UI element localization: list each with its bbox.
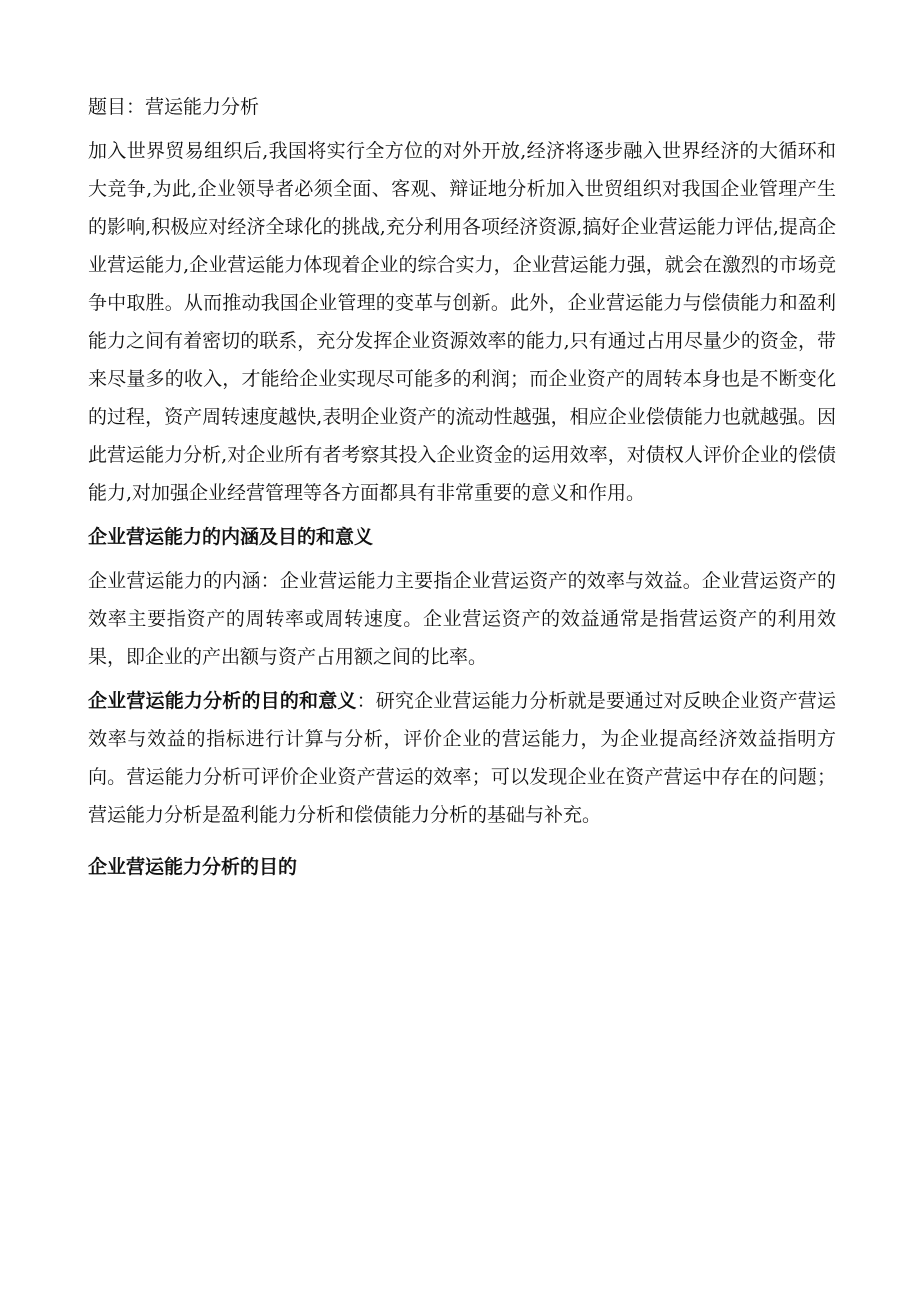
purpose-body: ：研究企业营运能力分析就是要通过对反映企业资产营运效率与效益的指标进行计算与分析，评价企业的营运能力，为企业提高经济效益指明方向。营运能力分析可评价企业资产营运的效率；可以发现企业在资产营运中存在的问题；营运能力分析是盈利能力分析和偿债能力分析的基础与补充。 [88, 690, 836, 826]
section-heading: 企业营运能力的内涵及目的和意义 [88, 526, 374, 548]
connotation-paragraph: 企业营运能力的内涵：企业营运能力主要指企业营运资产的效率与效益。企业营运资产的效率主要指资产的周转率或周转速度。企业营运资产的效益通常是指营运资产的利用效果，即企业的产出额与资产占用额之间的比率。 [88, 570, 836, 668]
document-title: 题目：营运能力分析 [88, 96, 260, 118]
intro-paragraph: 加入世界贸易组织后,我国将实行全方位的对外开放,经济将逐步融入世界经济的大循环和大竞争,为此,企业领导者必须全面、客观、辩证地分析加入世贸组织对我国企业管理产生的影响,积极应对经济全球化的挑战,充分利用各项经济资源,搞好企业营运能力评估,提高企业营运能力,企业营运能力体现着企业的综合实力，企业营运能力强，就会在激烈的市场竞争中取胜。从而推动我国企业管理的变革与创新。此外，企业营运能力与偿债能力和盈利能力之间有着密切的联系，充分发挥企业资源效率的能力,只有通过占用尽量少的资金，带来尽量多的收入，才能给企业实现尽可能多的利润；而企业资产的周转本身也是不断变化的过程，资产周转速度越快,表明企业资产的流动性越强，相应企业偿债能力也就越强。因此营运能力分析,对企业所有者考察其投入企业资金的运用效率，对债权人评价企业的偿债能力,对加强企业经营管理等各方面都具有非常重要的意义和作用。 [88, 140, 836, 504]
sub-heading: 企业营运能力分析的目的 [88, 856, 298, 878]
purpose-lead: 企业营运能力分析的目的和意义 [88, 690, 357, 712]
document-page [88, 88, 836, 892]
purpose-paragraph [88, 682, 836, 834]
